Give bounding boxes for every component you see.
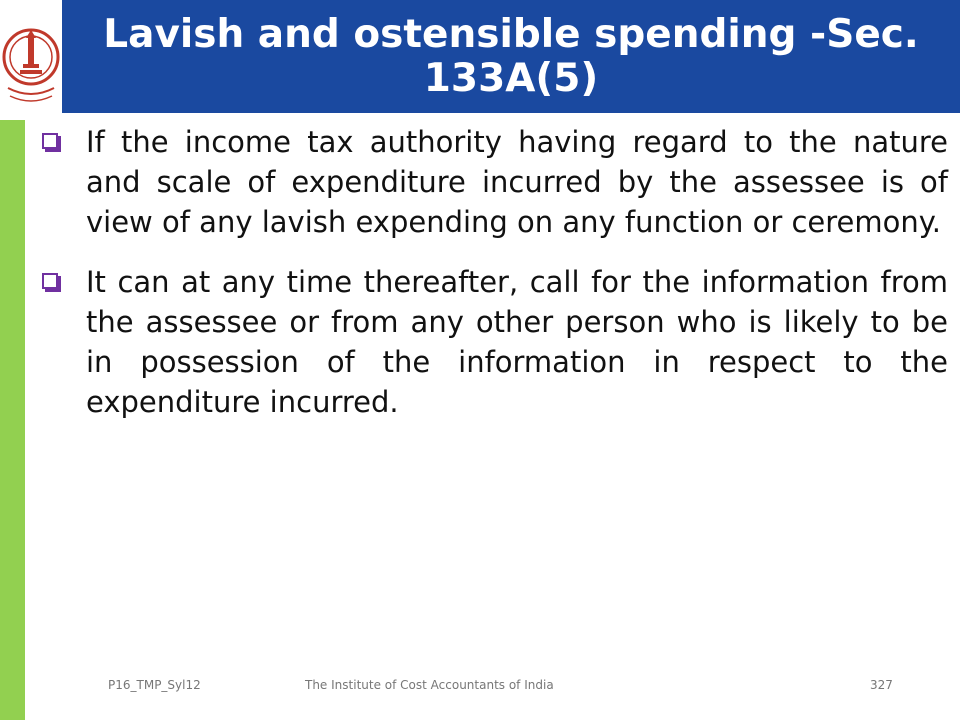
slide-title: Lavish and ostensible spending -Sec. 133A(5) — [103, 11, 919, 101]
checkbox-bullet-icon — [42, 133, 58, 149]
page-number: 327 — [870, 678, 893, 692]
bullet-text: If the income tax authority having regard to the nature and scale of expenditure incurred by the assessee is of view of any lavish expending on any function or ceremony. — [86, 125, 948, 239]
bullet-list — [42, 122, 948, 442]
logo — [0, 0, 62, 113]
list-item — [42, 122, 948, 242]
checkbox-bullet-icon — [42, 273, 58, 289]
footer-code: P16_TMP_Syl12 — [108, 678, 201, 692]
list-item — [42, 262, 948, 422]
side-accent-strip — [0, 120, 25, 720]
footer-institute: The Institute of Cost Accountants of India — [305, 678, 554, 692]
bullet-text: It can at any time thereafter, call for the information from the assessee or from any other person who is likely to be in possession of the information in respect to the expenditure incurred. — [86, 265, 948, 419]
institute-seal-icon — [0, 0, 62, 113]
title-bar — [62, 0, 960, 113]
